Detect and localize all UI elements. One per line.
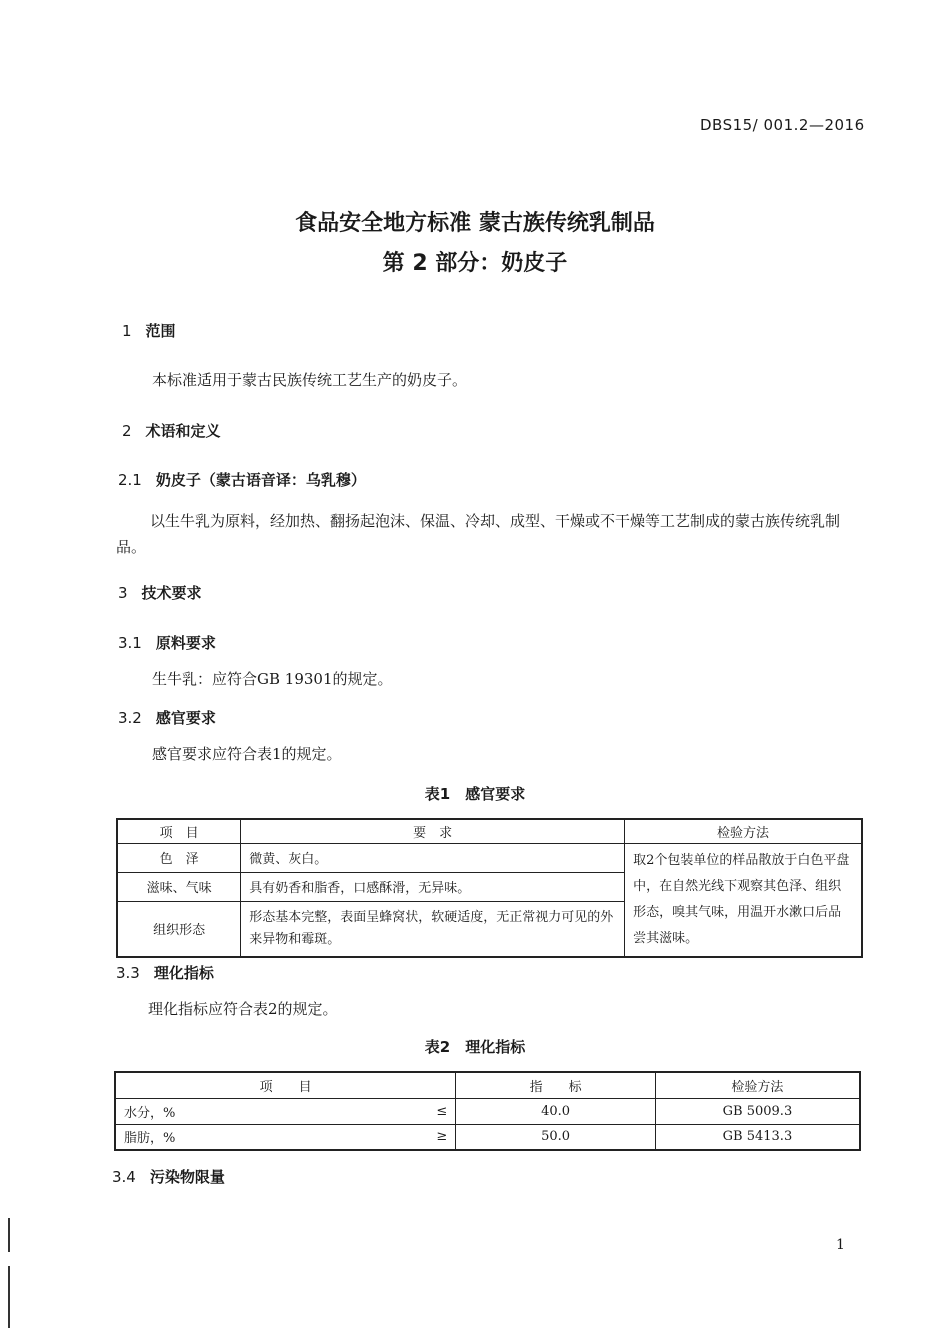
standard-code: DBS15/ 001.2—2016 — [700, 116, 865, 134]
test-method: 取2个包装单位的样品散放于白色平盘中，在自然光线下观察其色泽、组织形态，嗅其气味，用温开水漱口后品尝其滋味。 — [625, 844, 862, 958]
row-value: 50.0 — [456, 1124, 656, 1150]
binding-mark — [8, 1266, 10, 1328]
column-header-requirement: 要 求 — [241, 819, 625, 844]
row-requirement: 微黄、灰白。 — [241, 844, 625, 873]
section-3-2-body: 感官要求应符合表1的规定。 — [152, 745, 342, 763]
document-title-line-1: 食品安全地方标准 蒙古族传统乳制品 — [295, 211, 655, 236]
page-number: 1 — [836, 1237, 845, 1253]
section-number: 3.1 — [118, 634, 142, 652]
section-2-1-heading — [118, 469, 366, 490]
column-header-method: 检验方法 — [655, 1072, 860, 1098]
section-number: 3 — [118, 584, 128, 602]
section-title: 污染物限量 — [149, 1168, 225, 1186]
section-2-1-body: 以生牛乳为原料，经加热、翻扬起泡沫、保温、冷却、成型、干燥或不干燥等工艺制成的蒙古族传统乳制品。 — [116, 512, 841, 556]
section-3-3-heading — [116, 962, 214, 983]
row-item: 组织形态 — [117, 901, 241, 957]
section-3-1-body: 生牛乳：应符合GB 19301的规定。 — [152, 670, 393, 688]
section-3-4-heading — [112, 1166, 225, 1187]
section-1-body: 本标准适用于蒙古民族传统工艺生产的奶皮子。 — [152, 371, 468, 389]
section-number: 2.1 — [118, 471, 142, 489]
document-title-line-2: 第 2 部分：奶皮子 — [382, 251, 568, 276]
section-title: 奶皮子（蒙古语音译：乌乳穆） — [155, 471, 366, 489]
row-item: 水分，% — [115, 1098, 428, 1124]
section-3-3-body: 理化指标应符合表2的规定。 — [148, 1000, 338, 1018]
column-header-method: 检验方法 — [625, 819, 862, 844]
section-title: 技术要求 — [141, 584, 202, 602]
row-requirement: 具有奶香和脂香，口感酥滑，无异味。 — [241, 872, 625, 901]
column-header-item: 项 目 — [115, 1072, 456, 1098]
table-header-row — [115, 1072, 860, 1098]
comparison-operator: ≤ — [428, 1098, 455, 1124]
section-3-2-heading — [118, 707, 216, 728]
comparison-operator: ≥ — [428, 1124, 455, 1150]
column-header-item: 项 目 — [117, 819, 241, 844]
binding-mark — [8, 1218, 10, 1252]
section-3-1-heading — [118, 632, 216, 653]
row-requirement: 形态基本完整，表面呈蜂窝状，软硬适度，无正常视力可见的外来异物和霉斑。 — [241, 901, 625, 957]
column-header-indicator: 指 标 — [456, 1072, 656, 1098]
sensory-requirements-table — [116, 818, 863, 958]
physicochemical-indicators-table — [114, 1071, 861, 1151]
section-number: 1 — [122, 322, 132, 340]
table-header-row — [117, 819, 862, 844]
row-method: GB 5009.3 — [655, 1098, 860, 1124]
table-row — [115, 1124, 860, 1150]
section-title: 理化指标 — [153, 964, 214, 982]
table-2-caption: 表2 理化指标 — [424, 1038, 526, 1056]
section-number: 3.4 — [112, 1168, 136, 1186]
section-3-heading — [118, 582, 202, 603]
section-title: 范围 — [145, 322, 176, 340]
section-title: 原料要求 — [155, 634, 216, 652]
section-number: 3.2 — [118, 709, 142, 727]
section-title: 术语和定义 — [145, 422, 221, 440]
row-item: 脂肪，% — [115, 1124, 428, 1150]
section-number: 2 — [122, 422, 132, 440]
table-row — [115, 1098, 860, 1124]
section-2-heading — [122, 420, 221, 441]
row-item: 色 泽 — [117, 844, 241, 873]
table-1-caption: 表1 感官要求 — [424, 785, 526, 803]
row-item: 滋味、气味 — [117, 872, 241, 901]
row-method: GB 5413.3 — [655, 1124, 860, 1150]
section-number: 3.3 — [116, 964, 140, 982]
table-row — [117, 844, 862, 873]
section-1-heading — [122, 320, 176, 341]
row-value: 40.0 — [456, 1098, 656, 1124]
section-title: 感官要求 — [155, 709, 216, 727]
